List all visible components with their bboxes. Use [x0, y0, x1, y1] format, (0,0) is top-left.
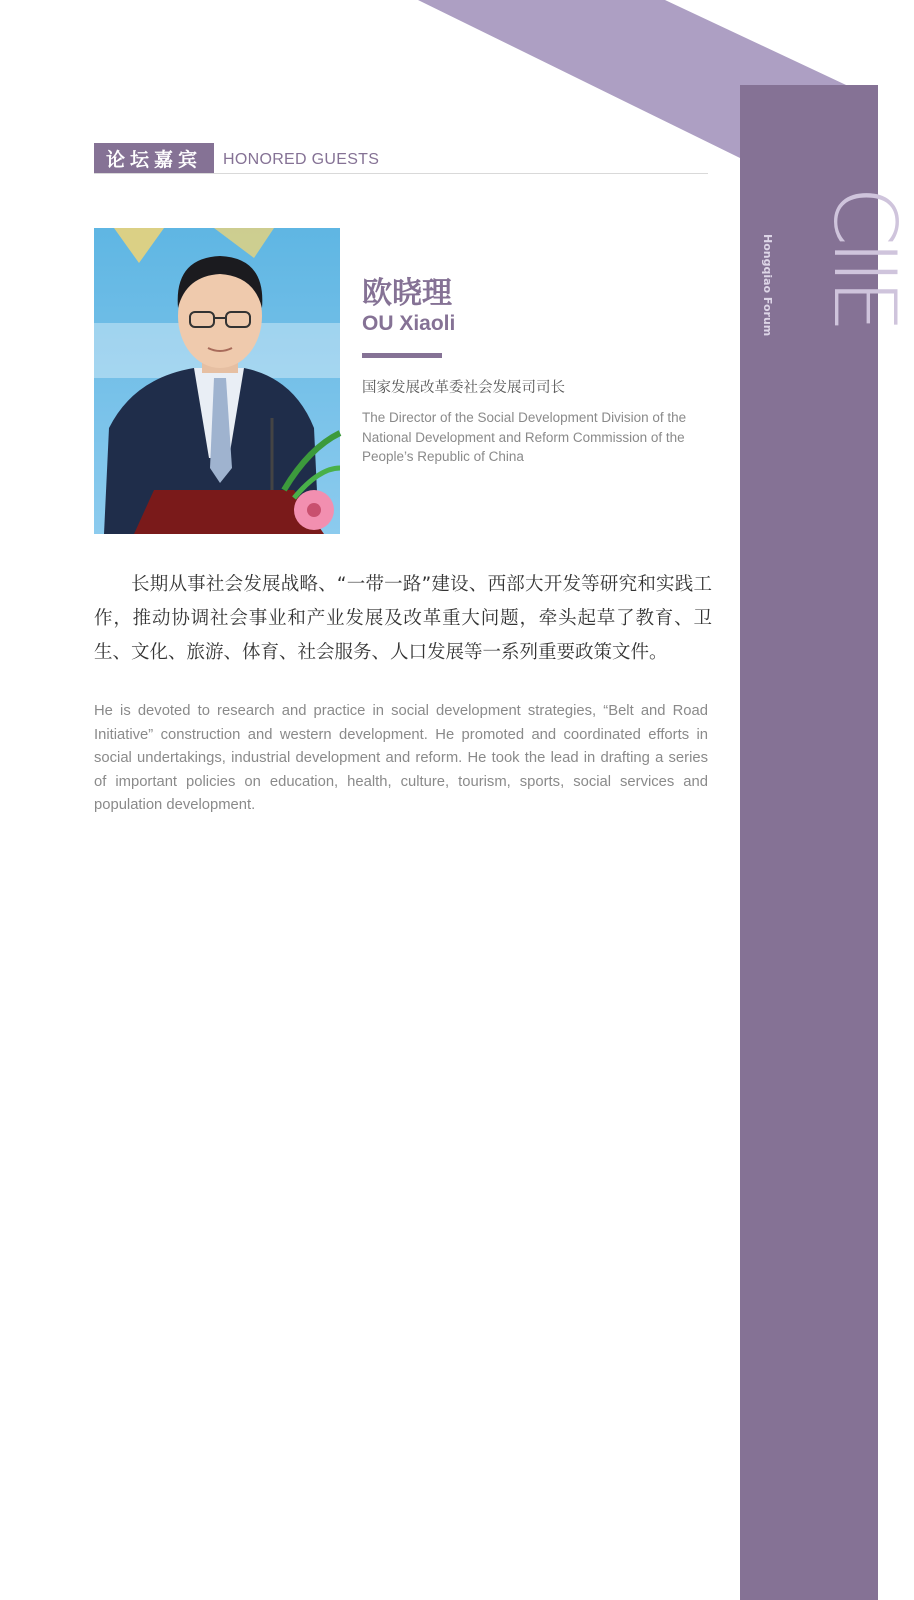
guest-bio-en: He is devoted to research and practice in social development strategies, “Belt and Road Initiative” construction and western development. He promoted and coordinated efforts in social undertakings, industrial development and reform. He took the lead in drafting a series of important policies on education, health, culture, tourism, sports, social services and population development.: [94, 703, 708, 813]
guest-name-cn: 欧晓理: [362, 276, 452, 311]
guest-title-cn: 国家发展改革委社会发展司司长: [362, 380, 565, 396]
guest-photo: [94, 228, 340, 534]
section-label-cn: 论坛嘉宾: [94, 143, 214, 173]
section-label-en: HONORED GUESTS: [223, 151, 380, 168]
guest-title-en: The Director of the Social Development Division of the National Development and Reform Commission of the People’s Republic of China: [362, 410, 687, 464]
section-header: [94, 143, 708, 174]
guest-name-en: OU Xiaoli: [362, 312, 456, 335]
logo-subtitle: Hongqiao Forum: [761, 234, 774, 337]
guest-bio-cn: 长期从事社会发展战略、“一带一路”建设、西部大开发等研究和实践工作，推动协调社会事业和产业发展及改革重大问题，牵头起草了教育、卫生、文化、旅游、体育、社会服务、人口发展等一系列重要政策文件。: [94, 574, 712, 663]
logo-text: CIIE: [814, 186, 914, 328]
name-underline: [362, 353, 442, 358]
ciie-logo: [757, 180, 914, 360]
